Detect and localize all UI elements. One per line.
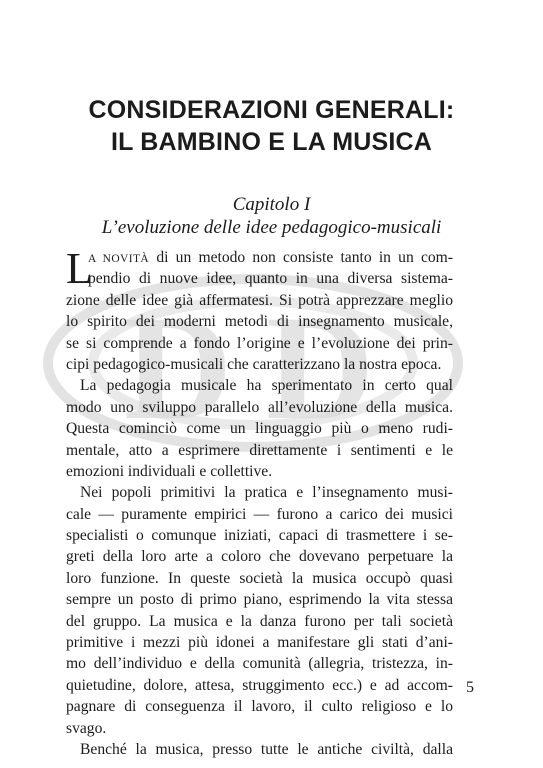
text-line: pagnare di conseguenza il lavoro, il culto religioso e lo — [66, 698, 453, 716]
text-line: Questa cominciò come un linguaggio più o meno rudi- — [66, 420, 453, 438]
text-line: lo spirito dei moderni metodi di insegnamento musicale, — [66, 313, 453, 331]
text-line: mentale, atto a esprimere direttamente i sentimenti e le — [66, 441, 453, 459]
text-line: greti della loro arte a coloro che dovevano perpetuare la — [66, 548, 453, 566]
drop-cap: L — [66, 244, 93, 293]
text-line: se si comprende a fondo l’origine e l’evoluzione dei prin- — [66, 334, 453, 352]
part-title-line-2: IL BAMBINO E LA MUSICA — [110, 128, 433, 156]
line-text: di un metodo non consiste tanto in un com- — [149, 249, 453, 266]
text-line: cale — puramente empirici — furono a carico dei musici — [66, 505, 453, 523]
page-number: 5 — [466, 679, 474, 696]
text-line: del gruppo. La musica e la danza furono per tali società — [66, 612, 453, 630]
text-line: primitive i mezzi più idonei a manifestare gli stati d’ani- — [66, 634, 453, 652]
small-caps-opening: A NOVITÀ — [88, 253, 150, 265]
text-line: specialisti o comunque iniziati, capaci di trasmettere i se- — [66, 527, 453, 545]
text-line: modo uno sviluppo parallelo all’evoluzione della musica. — [66, 398, 453, 416]
chapter-subtitle: L’evoluzione delle idee pedagogico-musicali — [101, 217, 442, 238]
text-line: loro funzione. In queste società la musica occupò quasi — [66, 569, 453, 587]
text-line: La pedagogia musicale ha sperimentato in certo qual — [80, 377, 453, 395]
chapter-number: Capitolo I — [232, 194, 311, 215]
body-text — [66, 244, 453, 760]
svg-text:D: D — [124, 285, 233, 451]
text-line: emozioni individuali e collettive. — [66, 462, 273, 480]
text-line: sempre un posto di primo piano, esprimendo la vita stessa — [66, 591, 453, 609]
text-line: Benché la musica, presso tutte le antiche civiltà, dalla — [80, 740, 453, 758]
text-line: zione delle idee già affermatesi. Si potrà apprezzare meglio — [66, 291, 453, 309]
svg-text:D: D — [266, 285, 375, 451]
text-line — [66, 247, 453, 268]
chapter-heading — [0, 193, 543, 239]
text-line: mo dell’individuo e della comunità (allegria, tristezza, in- — [66, 655, 453, 673]
part-title-line-1: CONSIDERAZIONI GENERALI: — [88, 96, 455, 124]
text-line: pendio di nuove idee, quanto in una diversa sistema- — [88, 270, 453, 288]
text-line: cipi pedagogico-musicali che caratterizzano la nostra epoca. — [66, 355, 442, 373]
text-line: svago. — [66, 719, 107, 737]
part-title — [0, 94, 543, 158]
text-line: quietudine, dolore, attesa, struggimento ecc.) e ad accom- — [66, 676, 453, 694]
text-line: Nei popoli primitivi la pratica e l’insegnamento musi- — [80, 484, 453, 502]
